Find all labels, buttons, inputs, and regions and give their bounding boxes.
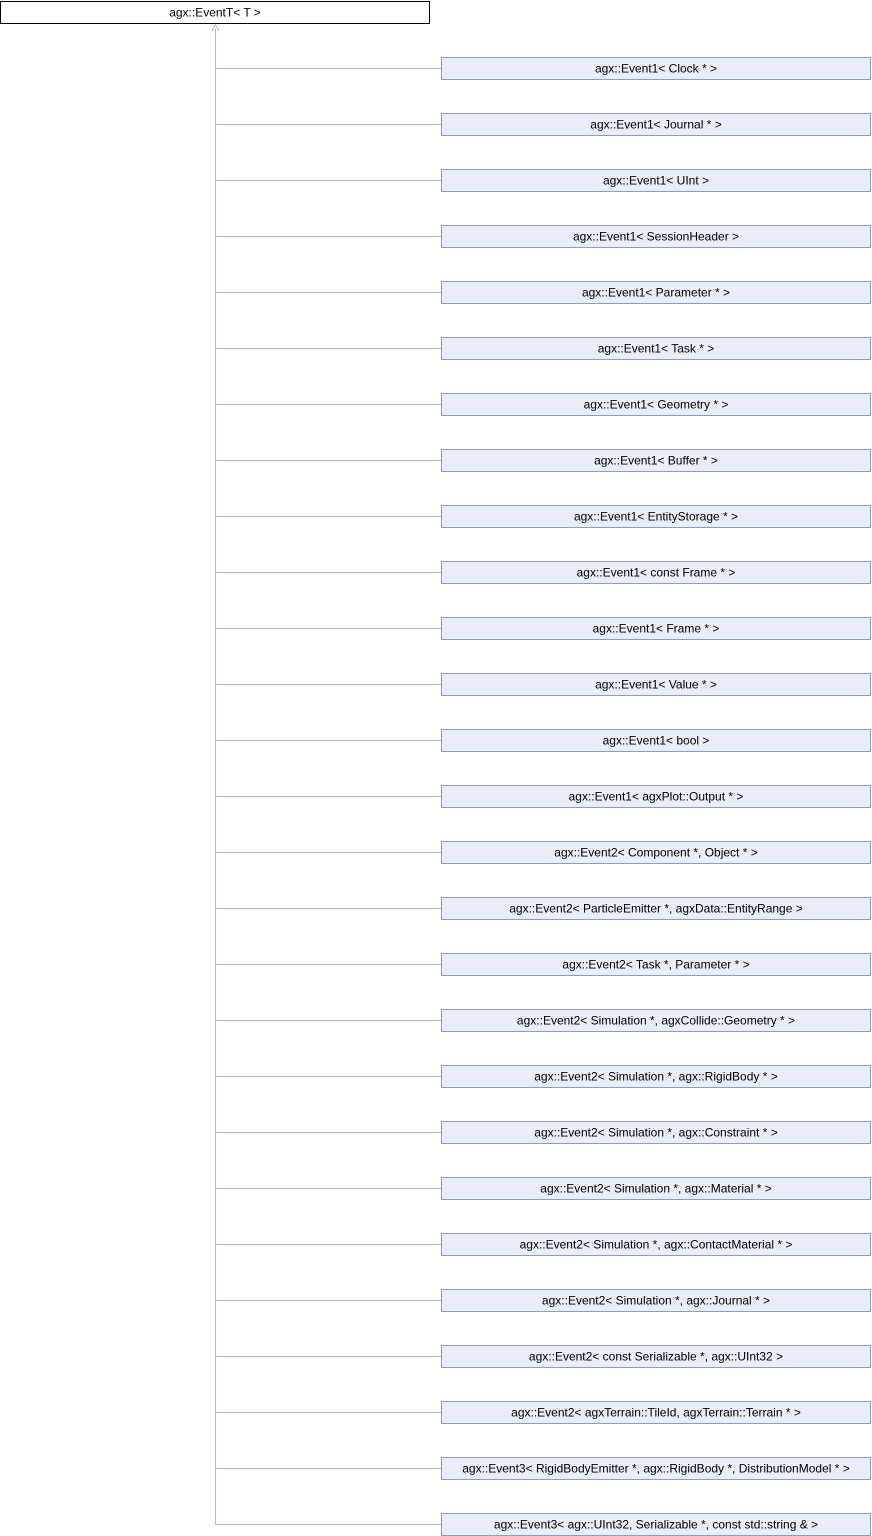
derived-class-label: agx::Event1< agxPlot::Output * > <box>568 789 744 804</box>
derived-class-node[interactable] <box>442 1458 871 1480</box>
base-class-node[interactable] <box>1 2 430 24</box>
derived-class-label: agx::Event2< Component *, Object * > <box>554 845 758 860</box>
derived-class-node[interactable] <box>442 954 871 976</box>
derived-class-label: agx::Event2< Simulation *, agx::ContactMaterial * > <box>519 1237 793 1252</box>
derived-class-label: agx::Event2< ParticleEmitter *, agxData::EntityRange > <box>509 901 803 916</box>
derived-class-node[interactable] <box>442 1402 871 1424</box>
derived-class-label: agx::Event1< Clock * > <box>594 61 718 76</box>
derived-class-nodes <box>442 58 871 1536</box>
derived-class-node[interactable] <box>442 1234 871 1256</box>
derived-class-label: agx::Event2< Simulation *, agx::Material * > <box>540 1181 772 1196</box>
derived-class-node[interactable] <box>442 338 871 360</box>
derived-class-label: agx::Event2< Simulation *, agx::Journal * > <box>541 1293 771 1308</box>
derived-class-label: agx::Event3< RigidBodyEmitter *, agx::RigidBody *, DistributionModel * > <box>462 1461 850 1476</box>
derived-class-label: agx::Event2< Simulation *, agx::RigidBody * > <box>534 1069 778 1084</box>
derived-class-node[interactable] <box>442 114 871 136</box>
derived-class-label: agx::Event2< agxTerrain::TileId, agxTerrain::Terrain * > <box>511 1405 801 1420</box>
derived-class-node[interactable] <box>442 506 871 528</box>
derived-class-label: agx::Event1< Value * > <box>595 677 717 692</box>
derived-class-label: agx::Event1< Buffer * > <box>594 453 718 468</box>
derived-class-node[interactable] <box>442 898 871 920</box>
derived-class-label: agx::Event1< Journal * > <box>590 117 722 132</box>
derived-class-node[interactable] <box>442 1010 871 1032</box>
base-class-label: agx::EventT< T > <box>169 5 261 20</box>
derived-class-node[interactable] <box>442 394 871 416</box>
derived-class-node[interactable] <box>442 674 871 696</box>
derived-class-node[interactable] <box>442 1290 871 1312</box>
inheritance-edges <box>212 25 442 1525</box>
derived-class-label: agx::Event2< Simulation *, agxCollide::Geometry * > <box>516 1013 796 1028</box>
derived-class-label: agx::Event1< bool > <box>602 733 710 748</box>
derived-class-node[interactable] <box>442 786 871 808</box>
derived-class-label: agx::Event3< agx::UInt32, Serializable *, const std::string & > <box>493 1517 819 1532</box>
derived-class-node[interactable] <box>442 1178 871 1200</box>
derived-class-node[interactable] <box>442 1066 871 1088</box>
derived-class-label: agx::Event2< Simulation *, agx::Constraint * > <box>534 1125 778 1140</box>
derived-class-node[interactable] <box>442 450 871 472</box>
derived-class-node[interactable] <box>442 58 871 80</box>
derived-class-label: agx::Event1< Task * > <box>597 341 715 356</box>
derived-class-label: agx::Event1< EntityStorage * > <box>573 509 739 524</box>
derived-class-label: agx::Event2< Task *, Parameter * > <box>562 957 750 972</box>
derived-class-label: agx::Event1< const Frame * > <box>576 565 736 580</box>
derived-class-label: agx::Event1< SessionHeader > <box>572 229 740 244</box>
derived-class-label: agx::Event1< Geometry * > <box>583 397 729 412</box>
derived-class-node[interactable] <box>442 730 871 752</box>
derived-class-label: agx::Event1< UInt > <box>602 173 710 188</box>
derived-class-label: agx::Event1< Frame * > <box>592 621 720 636</box>
derived-class-node[interactable] <box>442 1122 871 1144</box>
derived-class-label: agx::Event1< Parameter * > <box>581 285 731 300</box>
derived-class-node[interactable] <box>442 226 871 248</box>
derived-class-node[interactable] <box>442 282 871 304</box>
derived-class-node[interactable] <box>442 1346 871 1368</box>
derived-class-node[interactable] <box>442 618 871 640</box>
derived-class-label: agx::Event2< const Serializable *, agx::UInt32 > <box>528 1349 784 1364</box>
derived-class-node[interactable] <box>442 562 871 584</box>
derived-class-node[interactable] <box>442 842 871 864</box>
derived-class-node[interactable] <box>442 170 871 192</box>
derived-class-node[interactable] <box>442 1514 871 1536</box>
